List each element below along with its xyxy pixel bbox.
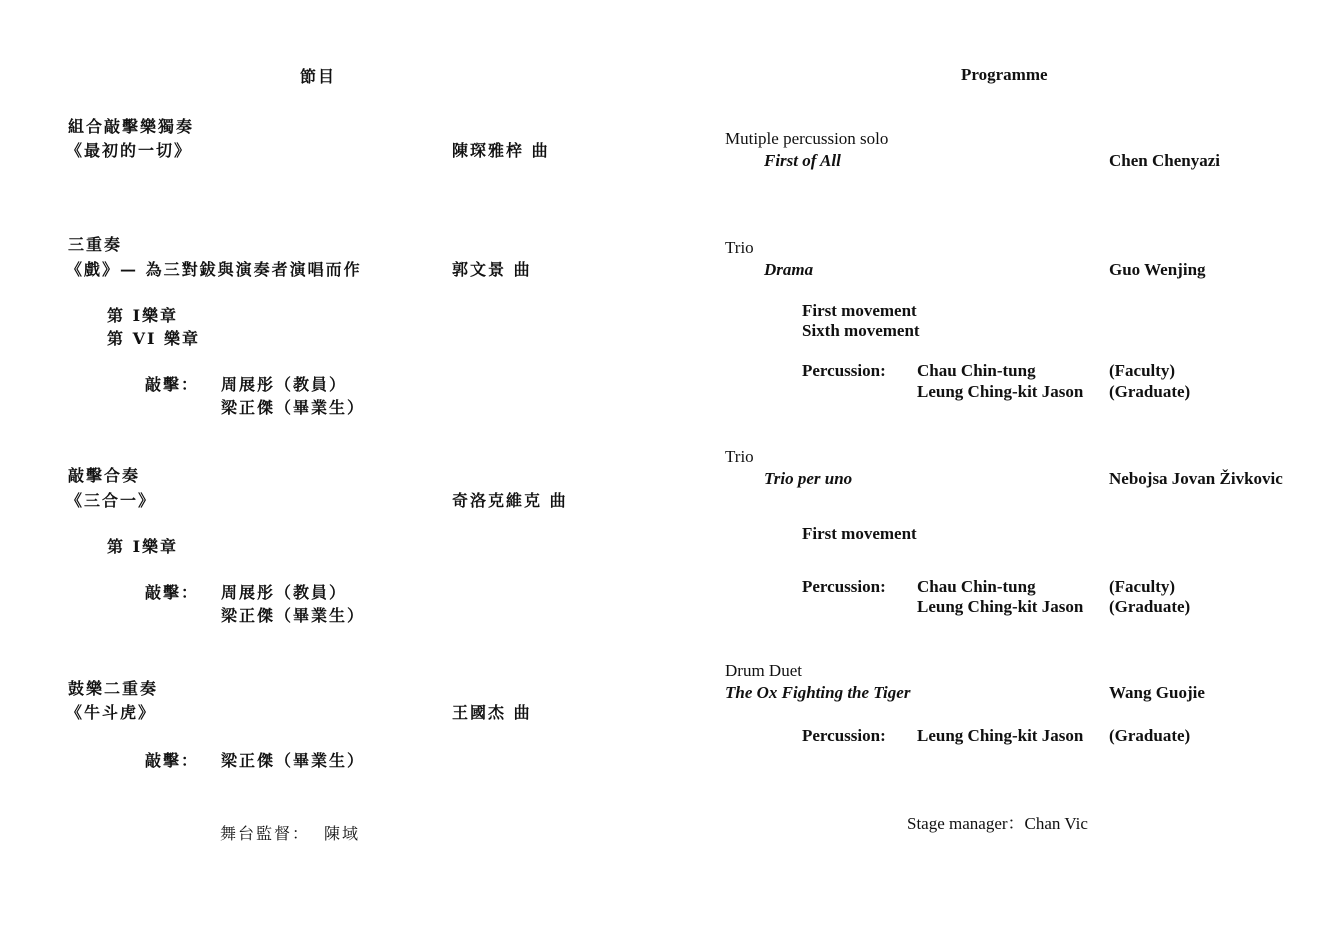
en-piece1-work: First of All [764,151,841,170]
zh-piece2-composer: 郭文景 曲 [452,260,532,279]
en-piece4-performer: Leung Ching-kit Jason [917,726,1084,745]
en-piece2-genre: Trio [725,238,754,257]
zh-piece3-percussion-label: 敲擊： [145,583,200,602]
zh-piece2-percussion-label: 敲擊： [145,375,200,394]
zh-piece3-performer: 梁正傑（畢業生） [221,606,366,625]
en-piece4-work: The Ox Fighting the Tiger [725,683,911,702]
zh-piece4-work: 《牛斗虎》 [66,703,157,722]
en-piece3-role: (Graduate) [1109,597,1191,616]
en-piece2-role: (Faculty) [1109,361,1176,380]
en-piece3-performer: Chau Chin-tung [917,577,1036,596]
zh-piece4-genre: 鼓樂二重奏 [68,679,159,698]
zh-piece1-work: 《最初的一切》 [66,141,193,160]
en-piece4-percussion-label: Percussion: [802,726,886,745]
zh-piece3-movement: 第 Ⅰ樂章 [107,537,179,556]
zh-stage-manager-name: 陳域 [324,824,361,843]
zh-piece4-percussion-label: 敲擊： [145,751,200,770]
en-piece3-performer: Leung Ching-kit Jason [917,597,1084,616]
en-piece3-role: (Faculty) [1109,577,1176,596]
en-piece4-composer: Wang Guojie [1109,683,1205,702]
en-piece3-percussion-label: Percussion: [802,577,886,596]
en-piece2-movement: First movement [802,301,917,320]
en-piece3-composer: Nebojsa Jovan Živkovic [1109,469,1283,488]
en-piece3-genre: Trio [725,447,754,466]
zh-piece4-performer: 梁正傑（畢業生） [221,751,366,770]
en-piece2-work: Drama [764,260,814,279]
zh-piece1-genre: 組合敲擊樂獨奏 [68,117,195,136]
en-programme-title: Programme [961,65,1048,84]
zh-piece3-genre: 敲擊合奏 [68,466,141,485]
en-piece1-composer: Chen Chenyazi [1109,151,1220,170]
zh-piece2-movement: 第 VI 樂章 [107,329,201,348]
en-piece2-role: (Graduate) [1109,382,1191,401]
en-piece2-performer: Leung Ching-kit Jason [917,382,1084,401]
en-piece2-performer: Chau Chin-tung [917,361,1036,380]
zh-piece2-performer: 周展彤（教員） [221,375,348,394]
zh-piece2-genre: 三重奏 [68,235,123,254]
zh-piece2-movement: 第 Ⅰ樂章 [107,306,179,325]
zh-piece3-composer: 奇洛克維克 曲 [452,491,568,510]
zh-stage-manager-label: 舞台監督： [220,824,311,843]
en-stage-manager: Stage manager：Chan Vic [907,814,1088,833]
zh-programme-title: 節目 [300,67,337,86]
en-piece4-role: (Graduate) [1109,726,1191,745]
en-piece2-percussion-label: Percussion: [802,361,886,380]
zh-piece2-performer: 梁正傑（畢業生） [221,398,366,417]
zh-piece4-composer: 王國杰 曲 [452,703,532,722]
zh-piece1-composer: 陳琛雅梓 曲 [452,141,550,160]
en-piece2-movement: Sixth movement [802,321,920,340]
en-piece1-genre: Mutiple percussion solo [725,129,889,148]
en-piece3-movement: First movement [802,524,917,543]
en-piece3-work: Trio per uno [764,469,853,488]
en-piece4-genre: Drum Duet [725,661,802,680]
zh-piece3-work: 《三合一》 [66,491,157,510]
zh-piece2-work: 《戲》— 為三對鈸與演奏者演唱而作 [66,260,362,279]
en-piece2-composer: Guo Wenjing [1109,260,1206,279]
zh-piece3-performer: 周展彤（教員） [221,583,348,602]
